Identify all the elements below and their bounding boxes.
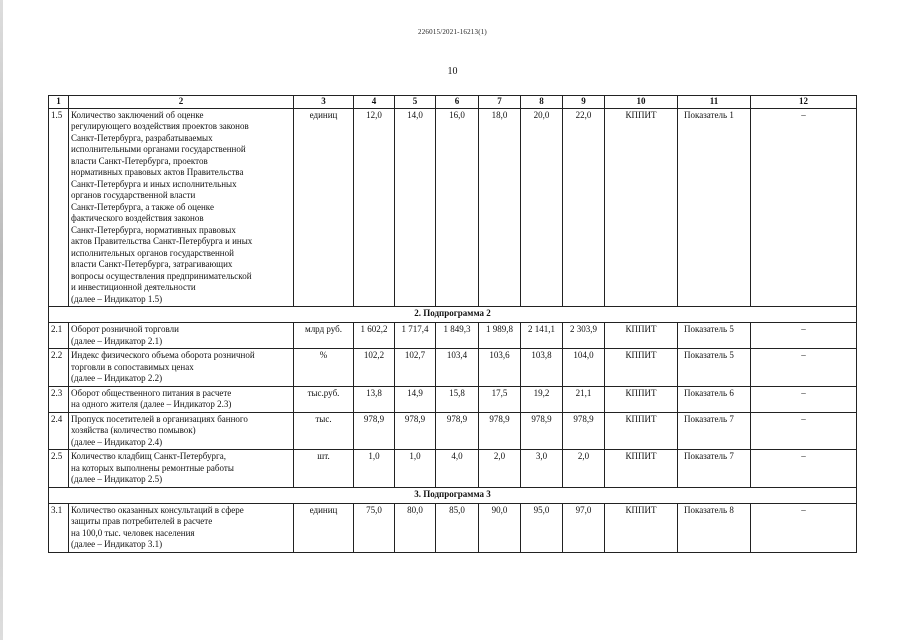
- value-cell: 20,0: [521, 108, 563, 307]
- column-number-cell: 12: [751, 96, 857, 109]
- value-cell: 2,0: [563, 450, 605, 488]
- unit-cell: тыс.: [294, 412, 354, 450]
- note-cell: –: [751, 323, 857, 349]
- value-cell: 104,0: [563, 349, 605, 387]
- column-number-cell: 4: [354, 96, 395, 109]
- row-number: 3.1: [49, 503, 69, 552]
- column-number-cell: 11: [678, 96, 751, 109]
- value-cell: 97,0: [563, 503, 605, 552]
- source-cell: КППИТ: [605, 386, 678, 412]
- indicator-name: Оборот общественного питания в расчете на одного жителя (далее – Индикатор 2.3): [69, 386, 294, 412]
- value-cell: 80,0: [395, 503, 436, 552]
- page-number: 10: [447, 66, 458, 77]
- table-body: [49, 96, 857, 553]
- section-title: 3. Подпрограмма 3: [49, 487, 857, 503]
- unit-cell: единиц: [294, 503, 354, 552]
- value-cell: 1,0: [395, 450, 436, 488]
- value-cell: 102,7: [395, 349, 436, 387]
- value-cell: 1,0: [354, 450, 395, 488]
- row-number: 2.2: [49, 349, 69, 387]
- table-row: [49, 450, 857, 488]
- column-number-cell: 5: [395, 96, 436, 109]
- row-number: 1.5: [49, 108, 69, 307]
- row-number: 2.5: [49, 450, 69, 488]
- indicator-ref-cell: Показатель 5: [678, 349, 751, 387]
- row-number: 2.4: [49, 412, 69, 450]
- value-cell: 2 303,9: [563, 323, 605, 349]
- indicator-ref-cell: Показатель 8: [678, 503, 751, 552]
- value-cell: 19,2: [521, 386, 563, 412]
- note-cell: –: [751, 450, 857, 488]
- note-cell: –: [751, 108, 857, 307]
- indicator-name: Количество кладбищ Санкт-Петербурга, на которых выполнены ремонтные работы (далее – Индикатор 2.5): [69, 450, 294, 488]
- column-number-cell: 6: [436, 96, 479, 109]
- value-cell: 978,9: [436, 412, 479, 450]
- source-cell: КППИТ: [605, 503, 678, 552]
- value-cell: 978,9: [563, 412, 605, 450]
- row-number: 2.1: [49, 323, 69, 349]
- indicator-ref-cell: Показатель 1: [678, 108, 751, 307]
- source-cell: КППИТ: [605, 349, 678, 387]
- source-cell: КППИТ: [605, 323, 678, 349]
- indicator-name: Количество заключений об оценке регулирующего воздействия проектов законов Санкт-Петербурга, разрабатываемых исполнительными органами государственной власти Санкт-Петербурга, проектов нормативных правовых актов Правительства Санкт-Петербурга и иных исполнительных органов государственной власти Санкт-Петербурга, а также об оценке фактического воздействия законов Санкт-Петербурга, нормативных правовых актов Правительства Санкт-Петербурга и иных исполнительных органов государственной власти Санкт-Петербурга, затрагивающих вопросы осуществления предпринимательской и инвестиционной деятельности (далее – Индикатор 1.5): [69, 108, 294, 307]
- source-cell: КППИТ: [605, 412, 678, 450]
- value-cell: 1 989,8: [479, 323, 521, 349]
- table-row: [49, 412, 857, 450]
- column-number-cell: 8: [521, 96, 563, 109]
- indicator-ref-cell: Показатель 7: [678, 450, 751, 488]
- unit-cell: %: [294, 349, 354, 387]
- unit-cell: тыс.руб.: [294, 386, 354, 412]
- indicators-table: [48, 95, 857, 553]
- indicator-name: Оборот розничной торговли (далее – Индикатор 2.1): [69, 323, 294, 349]
- value-cell: 15,8: [436, 386, 479, 412]
- document-id: 226015/2021-16213(1): [418, 28, 487, 36]
- scan-edge-mark: [0, 0, 3, 640]
- value-cell: 978,9: [395, 412, 436, 450]
- unit-cell: млрд руб.: [294, 323, 354, 349]
- section-title: 2. Подпрограмма 2: [49, 307, 857, 323]
- table-row: [49, 108, 857, 307]
- value-cell: 4,0: [436, 450, 479, 488]
- table-row: [49, 323, 857, 349]
- value-cell: 12,0: [354, 108, 395, 307]
- value-cell: 978,9: [521, 412, 563, 450]
- table-row: [49, 503, 857, 552]
- value-cell: 14,0: [395, 108, 436, 307]
- column-number-cell: 2: [69, 96, 294, 109]
- value-cell: 21,1: [563, 386, 605, 412]
- value-cell: 17,5: [479, 386, 521, 412]
- note-cell: –: [751, 386, 857, 412]
- value-cell: 1 849,3: [436, 323, 479, 349]
- indicator-ref-cell: Показатель 6: [678, 386, 751, 412]
- indicator-name: Пропуск посетителей в организациях банного хозяйства (количество помывок) (далее – Индикатор 2.4): [69, 412, 294, 450]
- value-cell: 2,0: [479, 450, 521, 488]
- value-cell: 14,9: [395, 386, 436, 412]
- table-row: [49, 386, 857, 412]
- indicator-name: Индекс физического объема оборота розничной торговли в сопоставимых ценах (далее – Индикатор 2.2): [69, 349, 294, 387]
- section-header-row: [49, 487, 857, 503]
- source-cell: КППИТ: [605, 450, 678, 488]
- value-cell: 1 717,4: [395, 323, 436, 349]
- value-cell: 75,0: [354, 503, 395, 552]
- value-cell: 90,0: [479, 503, 521, 552]
- value-cell: 103,4: [436, 349, 479, 387]
- column-number-cell: 9: [563, 96, 605, 109]
- note-cell: –: [751, 503, 857, 552]
- column-number-header-row: [49, 96, 857, 109]
- unit-cell: единиц: [294, 108, 354, 307]
- section-header-row: [49, 307, 857, 323]
- value-cell: 102,2: [354, 349, 395, 387]
- value-cell: 1 602,2: [354, 323, 395, 349]
- value-cell: 3,0: [521, 450, 563, 488]
- note-cell: –: [751, 349, 857, 387]
- row-number: 2.3: [49, 386, 69, 412]
- column-number-cell: 7: [479, 96, 521, 109]
- column-number-cell: 3: [294, 96, 354, 109]
- value-cell: 978,9: [354, 412, 395, 450]
- value-cell: 103,8: [521, 349, 563, 387]
- unit-cell: шт.: [294, 450, 354, 488]
- value-cell: 103,6: [479, 349, 521, 387]
- indicator-ref-cell: Показатель 7: [678, 412, 751, 450]
- table-row: [49, 349, 857, 387]
- source-cell: КППИТ: [605, 108, 678, 307]
- indicator-name: Количество оказанных консультаций в сфере защиты прав потребителей в расчете на 100,0 тыс. человек населения (далее – Индикатор 3.1): [69, 503, 294, 552]
- column-number-cell: 10: [605, 96, 678, 109]
- value-cell: 2 141,1: [521, 323, 563, 349]
- value-cell: 18,0: [479, 108, 521, 307]
- value-cell: 95,0: [521, 503, 563, 552]
- indicator-ref-cell: Показатель 5: [678, 323, 751, 349]
- value-cell: 16,0: [436, 108, 479, 307]
- value-cell: 13,8: [354, 386, 395, 412]
- note-cell: –: [751, 412, 857, 450]
- value-cell: 85,0: [436, 503, 479, 552]
- value-cell: 978,9: [479, 412, 521, 450]
- value-cell: 22,0: [563, 108, 605, 307]
- column-number-cell: 1: [49, 96, 69, 109]
